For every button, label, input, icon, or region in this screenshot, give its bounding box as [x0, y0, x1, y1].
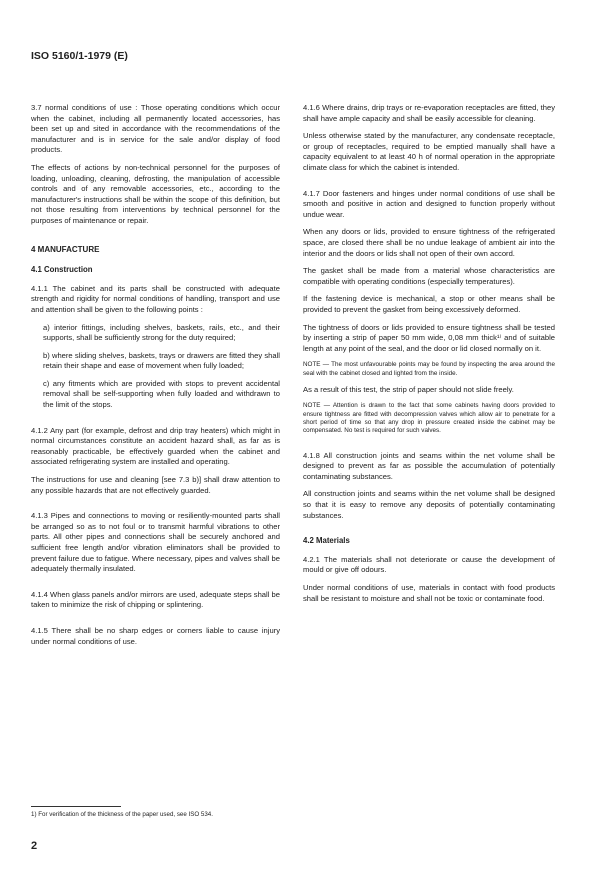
- clause-4-1-8-deposits: All construction joints and seams within the net volume shall be designed so that it is easy to remove any deposits of potentially contaminating substances.: [303, 489, 555, 520]
- footnote: 1) For verification of the thickness of the paper used, see ISO 534.: [31, 811, 213, 818]
- clause-4-1-7-leakage: When any doors or lids, provided to ensure tightness of the refrigerated space, are closed there shall be no undue leakage of ambient air into the interior and the doors or lids shall not open of their own accord.: [303, 227, 555, 258]
- clause-3-7: 3.7 normal conditions of use : Those operating conditions which occur when the cabinet, including all permanently located accessories, has been set up and sited in accordance with the recommendations of the manufacturer and is in service for the sale and/or display of food products.: [31, 103, 280, 155]
- clause-4-1-6-capacity: Unless otherwise stated by the manufacturer, any condensate receptacle, or group of receptacles, required to be emptied manually shall have a capacity equivalent to at least 40 h of normal operation in the appropriate climate class for which the cabinet is intended.: [303, 131, 555, 172]
- clause-4-1-1-b: b) where sliding shelves, baskets, trays or drawers are fitted they shall retain their shape and ease of movement when fully loaded;: [43, 350, 280, 371]
- clause-4-1-7-gasket: The gasket shall be made from a material whose characteristics are compatible with operating conditions (especially temperatures).: [303, 266, 555, 286]
- clause-4-2-1: 4.2.1 The materials shall not deteriorate or cause the development of mould or give off odours.: [303, 554, 555, 575]
- clause-4-1-4: 4.1.4 When glass panels and/or mirrors are used, adequate steps shall be taken to minimize the risk of chipping or splintering.: [31, 589, 280, 610]
- note-decompression-valves: NOTE — Attention is drawn to the fact that some cabinets having doors provided to ensure tightness are fitted with decompression valves which allow air to penetrate for a short period of time so that any drop in pressure created inside the cabinet may be compensated. No test is required for such valves.: [303, 402, 555, 435]
- clause-4-1-8: 4.1.8 All construction joints and seams within the net volume shall be designed to prevent as far as possible the accumulation of potentially contaminating substances.: [303, 450, 555, 481]
- document-header: ISO 5160/1-1979 (E): [31, 50, 128, 62]
- note-unfavourable-points: NOTE — The most unfavourable points may be found by inspecting the area around the seal with the cabinet closed and lighted from the inside.: [303, 361, 555, 377]
- clause-4-1-7: 4.1.7 Door fasteners and hinges under normal conditions of use shall be smooth and positive in action and designed to function properly without undue wear.: [303, 188, 555, 219]
- clause-4-1-6: 4.1.6 Where drains, drip trays or re-evaporation receptacles are fitted, they shall have ample capacity and shall be easily accessible for cleaning.: [303, 103, 555, 123]
- clause-4-1-2-instructions: The instructions for use and cleaning [see 7.3 b)] shall draw attention to any possible hazards that are not effectively guarded.: [31, 475, 280, 495]
- clause-4-1-5: 4.1.5 There shall be no sharp edges or corners liable to cause injury under normal conditions of use.: [31, 625, 280, 646]
- clause-4-1-7-result: As a result of this test, the strip of paper should not slide freely.: [303, 384, 514, 394]
- clause-4-1-1-a: a) interior fittings, including shelves, baskets, rails, etc., and their supports, shall be sufficiently strong for the duty required;: [43, 322, 280, 343]
- left-column: [31, 103, 280, 654]
- clause-4-2-1-contact: Under normal conditions of use, materials in contact with food products shall be resistant to moisture and shall not be toxic or contaminate food.: [303, 583, 555, 603]
- clause-4-1-7-stop: If the fastening device is mechanical, a stop or other means shall be provided to prevent the gasket from being excessively deformed.: [303, 294, 555, 314]
- right-column: [303, 103, 555, 611]
- clause-4-1-2: 4.1.2 Any part (for example, defrost and drip tray heaters) which might in normal circumstances constitute an accident hazard shall, as far as is reasonably practicable, be effectively guarded when the cabinet and associated refrigerating system are installed and operating.: [31, 425, 280, 467]
- clause-4-1-1: 4.1.1 The cabinet and its parts shall be constructed with adequate strength and rigidity for normal conditions of handling, transport and use and attention shall be given to the following points :: [31, 283, 280, 314]
- section-heading-manufacture: 4 MANUFACTURE: [31, 244, 100, 254]
- clause-3-7-scope: The effects of actions by non-technical personnel for the purposes of loading, unloading, cleaning, defrosting, the manipulation of accessible controls and of any removable accessories, etc., according to the manufacturer's instructions shall be within the scope of this definition, but not those resulting from interventions by technical personnel for the purposes of maintenance or repair.: [31, 162, 280, 225]
- clause-4-1-7-test: The tightness of doors or lids provided to ensure tightness shall be tested by inserting a strip of paper 50 mm wide, 0,08 mm thick¹⁾ and of suitable length at any point of the seal, and the door or lid closed normally on it.: [303, 322, 555, 353]
- footnote-divider: [31, 806, 121, 807]
- page-number: 2: [31, 840, 38, 852]
- subsection-heading-construction: 4.1 Construction: [31, 265, 93, 275]
- clause-4-1-1-c: c) any fitments which are provided with stops to prevent accidental removal shall be self-supporting when fully loaded and withdrawn to the limit of the stops.: [43, 378, 280, 410]
- subsection-heading-materials: 4.2 Materials: [303, 536, 350, 546]
- clause-4-1-3: 4.1.3 Pipes and connections to moving or resiliently-mounted parts shall be arranged so as to not foul or to transmit harmful vibrations to other parts. All other pipes and connections shall be securely anchored and sufficient free length and/or vibration eliminators shall be provided to prevent failure due to fatigue. Where necessary, pipes and valves shall be adequately thermally insulated.: [31, 511, 280, 574]
